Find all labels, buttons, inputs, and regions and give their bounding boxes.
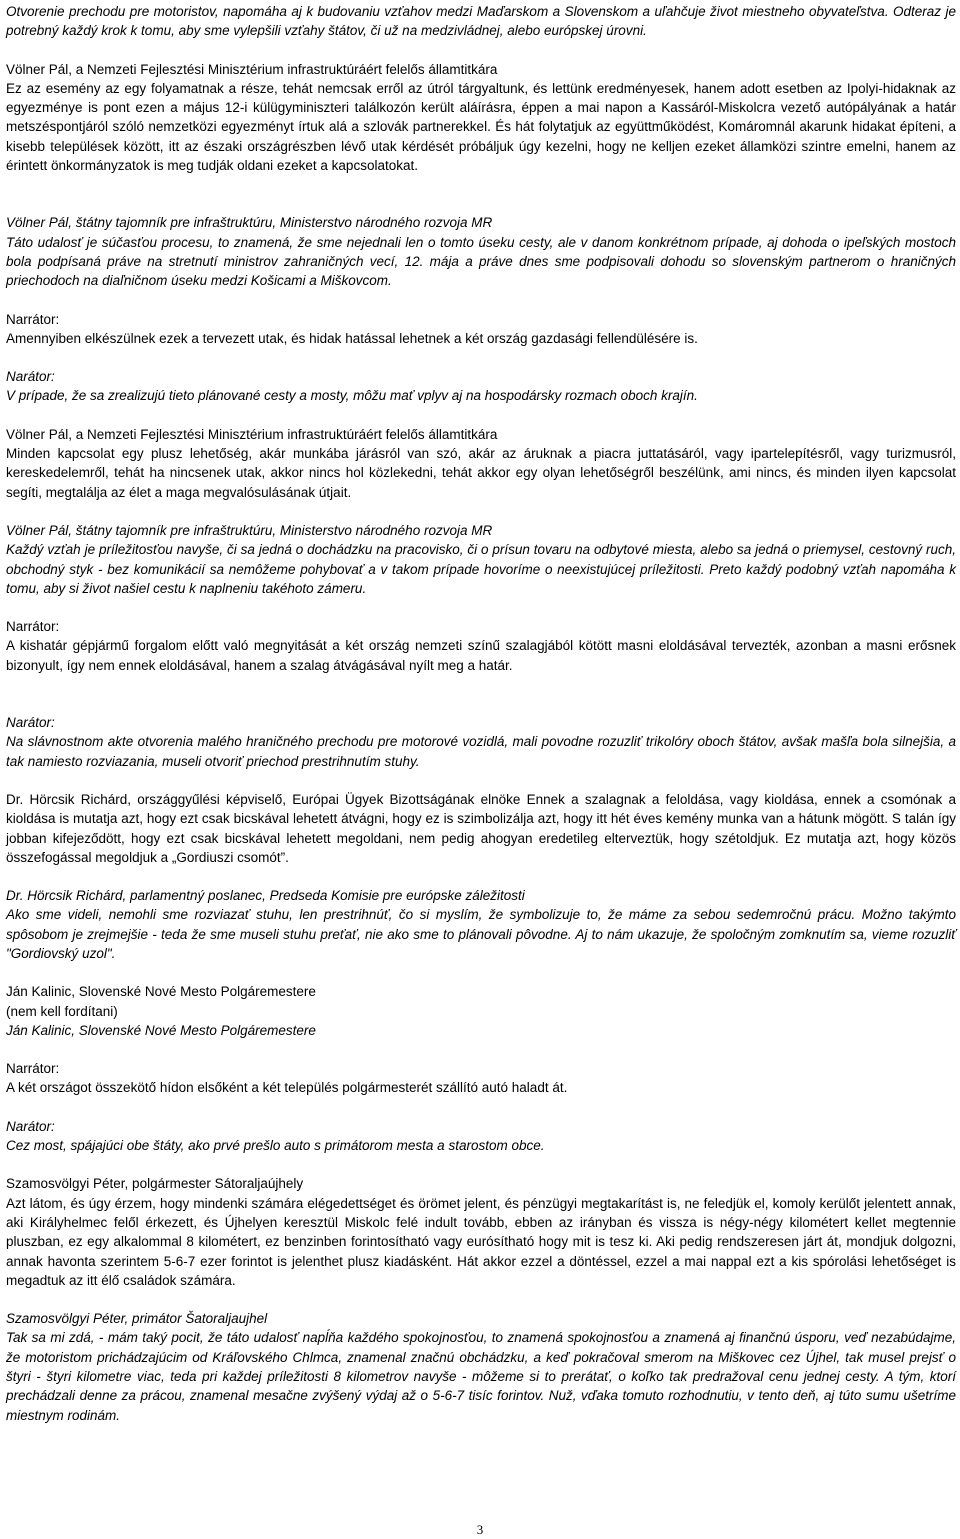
paragraph: Ako sme videli, nemohli sme rozviazať stuhu, len prestrihnúť, čo si myslím, že symbolizuje to, že máme za sebou sedemročnú prácu. Možno takýmto spôsobom je zrejmejšie - teda že sme museli stuhu preťať, nie ako sme to plánovali pôvodne. Aj to nám ukazuje, že spoločným zomknutím sa, vieme rozuzliť "Gordiovský uzol". (6, 907, 956, 961)
speaker-line: Narátor: (6, 715, 55, 731)
speaker-line: Szamosvölgyi Péter, polgármester Sátoraljaújhely (6, 1176, 304, 1192)
paragraph-spacer (6, 1155, 956, 1174)
paragraph-spacer (6, 502, 956, 521)
paragraph: V prípade, že sa zrealizujú tieto plánované cesty a mosty, môžu mať vplyv aj na hospodársky rozmach oboch krajín. (6, 388, 698, 404)
page-number: 3 (476, 1522, 484, 1537)
paragraph: A két országot összekötő hídon elsőként a két település polgármesterét szállító autó haladt át. (6, 1080, 568, 1096)
paragraph: Minden kapcsolat egy plusz lehetőség, akár munkába járásról van szó, akár az áruknak a piacra juttatásáról, vagy ipartelepítésről, vagy turizmusról, kereskedelemről, tehát ha nincsenek utak, akkor nincs hol közlekedni, tehát akkor egy olyan lehetőségről beszélünk, ami nincs, és minden ilyen kapcsolat segíti, megtalálja az élet a maga megvalósulásának útjait. (6, 446, 956, 500)
paragraph: Ez az esemény az egy folyamatnak a része, tehát nemcsak erről az útról tárgyaltunk, és lettünk eredményesek, hanem adott esetben az Ipolyi-hidaknak az egyezménye is pont ezen a május 12-i külügyminiszteri találkozón került aláírásra, éppen a mai napon a Kassáról-Miskolcra vezető autópályának a határ metszéspontjáról szóló nemzetközi egyezményt írtuk alá a szlovák partnerekkel. És hát folytatjuk az együttműködést, Komáromnál akarunk hidakat építeni, a kisebb települések között, itt az északi országrészben lévő utak kérdését próbáljuk úgy kezelni, hogy ne kelljen ezeket államközi szintre emelni, hanem az érintett önkormányzatok is meg tudják oldani ezeket a kapcsolatokat. (6, 80, 956, 174)
paragraph-spacer (6, 867, 956, 886)
paragraph-spacer (6, 771, 956, 790)
paragraph: Táto udalosť je súčasťou procesu, to znamená, že sme nejednali len o tomto úseku cesty, ale v danom konkrétnom prípade, aj dohoda o ipeľských mostoch bola podpísaná práve na stretnutí ministrov zahraničných vecí, 12. mája a práve dnes sme podpisovali dohodu so slovenským partnerom o hraničných priechodoch na diaľničnom úseku medzi Košicami a Miškovcom. (6, 234, 956, 289)
speaker-line: Dr. Hörcsik Richárd, parlamentný poslanec, Predseda Komisie pre európske záležitosti (6, 888, 525, 904)
paragraph-spacer (6, 348, 956, 367)
paragraph: Otvorenie prechodu pre motoristov, napomáha aj k budovaniu vzťahov medzi Maďarskom a Slovenskom a uľahčuje život miestneho obyvateľstva. Odteraz je potrebný každý krok k tomu, aby sme vylepšili vzťahy štátov, či už na medzivládnej, alebo európskej úrovni. (6, 4, 956, 39)
paragraph: Tak sa mi zdá, - mám taký pocit, že táto udalosť napĺňa každého spokojnosťou, to znamená spokojnosťou a znamená aj finančnú úsporu, veď nezabúdajme, že motoristom prichádzajúcim od Kráľovského Chlmca, znamenal značnú obchádzku, a keď pokračoval smerom na Miškovec cez Újhel, tak musel prejsť o štyri - štyri kilometre viac, teda pri každej príležitosti 8 kilometrov navyše - môžeme si to prerátať, o koľko tak predražoval cenu jednej cesty. A tým, ktorí prechádzali denne za prácou, znamenal mesačne zvýšený výdaj až o 5-6-7 tisíc forintov. Nuž, vďaka tomuto rozhodnutiu, v tento deň, aj túto sumu ušetríme miestnym rodinám. (6, 1330, 956, 1423)
paragraph-spacer (6, 175, 956, 213)
speaker-line: Narrátor: (6, 619, 60, 635)
speaker-line: Narrátor: (6, 311, 60, 327)
speaker-line: Szamosvölgyi Péter, primátor Šatoraljaujhel (6, 1311, 268, 1327)
paragraph-spacer (6, 406, 956, 425)
paragraph-spacer (6, 598, 956, 617)
paragraph-spacer (6, 1040, 956, 1059)
paragraph-spacer (6, 963, 956, 982)
paragraph: Cez most, spájajúci obe štáty, ako prvé prešlo auto s primátorom mesta a starostom obce. (6, 1138, 545, 1154)
paragraph-spacer (6, 1290, 956, 1309)
paragraph: Na slávnostnom akte otvorenia malého hraničného prechodu pre motorové vozidlá, mali povodne rozuzliť trikolóry oboch štátov, avšak mašľa bola silnejšia, a tak namiesto rozviazania, museli otvoriť priechod prestrihnutím stuhy. (6, 734, 956, 769)
speaker-line: Völner Pál, a Nemzeti Fejlesztési Minisztérium infrastruktúráért felelős államtitkára (6, 426, 498, 442)
speaker-line: Völner Pál, štátny tajomník pre infraštruktúru, Ministerstvo národného rozvoja MR (6, 522, 493, 538)
paragraph-spacer (6, 675, 956, 713)
paragraph-spacer (6, 291, 956, 310)
speaker-line: Narátor: (6, 1118, 55, 1134)
paragraph-spacer (6, 1098, 956, 1117)
document-page (6, 2, 956, 1425)
paragraph: Amennyiben elkészülnek ezek a tervezett utak, és hidak hatással lehetnek a két ország gazdasági fellendülésére is. (6, 330, 698, 346)
paragraph: Každý vzťah je príležitosťou navyše, či sa jedná o dochádzku na pracovisko, či o prísun tovaru na odbytové miesta, alebo sa jedná o priemysel, cestovný ruch, obchodný styk - bez komunikácií sa nemôžeme pohybovať a v takom prípade hovoríme o neexistujúcej príležitosti. Preto každý podobný vzťah napomáha k tomu, aby si život našiel cestu k naplneniu takéhoto zámeru. (6, 542, 956, 596)
speaker-line: Ján Kalinic, Slovenské Nové Mesto Polgáremestere (6, 984, 316, 1000)
speaker-line: Narrátor: (6, 1061, 60, 1077)
speaker-line: Völner Pál, štátny tajomník pre infraštruktúru, Ministerstvo národného rozvoja MR (6, 215, 493, 231)
speaker-line: Völner Pál, a Nemzeti Fejlesztési Minisztérium infrastruktúráért felelős államtitkára (6, 61, 498, 77)
paragraph: Azt látom, és úgy érzem, hogy mindenki számára elégedettséget és örömet jelent, és pénzügyi megtakarítást is, ne feledjük el, komoly kerülőt jelentett annak, aki Királyhelmec felől érkezett, és Újhelyen keresztül Miskolc felé indult tovább, ebben az irányban és vissza is négy-négy kilométert kellet megtennie pluszban, ez egy alkalommal 8 kilométert, ez benzinben forintosítható vagy eurósítható hogy mit is tesz ki. Aki pedig rendszeresen járt át, mondjuk dolgozni, annak havonta szerintem 5-6-7 ezer forintot is jelenthet plusz kiadásként. Hát akkor ezzel a döntéssel, ezzel a mai nappal ezt a kis spórolási lehetőséget is megadtuk az itt élő családok számára. (6, 1195, 956, 1288)
speaker-line: Narátor: (6, 369, 55, 385)
speaker-line: Ján Kalinic, Slovenské Nové Mesto Polgáremestere (6, 1022, 316, 1038)
paragraph-spacer (6, 41, 956, 60)
speaker-line: (nem kell fordítani) (6, 1003, 118, 1019)
paragraph: A kishatár gépjármű forgalom előtt való megnyitását a két ország nemzeti színű szalagjából kötött masni eloldásával tervezték, azonban a masni erősnek bizonyult, így nem ennek eloldásával, hanem a szalag átvágásával nyílt meg a határ. (6, 638, 956, 673)
paragraph: Dr. Hörcsik Richárd, országgyűlési képviselő, Európai Ügyek Bizottságának elnöke Ennek a szalagnak a feloldása, vagy kioldása, ennek a csomónak a kioldása is mutatja azt, hogy ezt csak bicskával lehetett átvágni, hogy ez is szimbolizálja azt, hogy itt hét éves kemény munka van a hátunk mögött. S talán így jobban kifejeződött, hogy ezt csak bicskával lehetett megoldani, nem pedig ahogyan eredetileg elterveztük, hogy szétoldjuk. Ez mutatja azt, hogy közös összefogással megoldjuk a „Gordiuszi csomót”. (6, 791, 956, 865)
